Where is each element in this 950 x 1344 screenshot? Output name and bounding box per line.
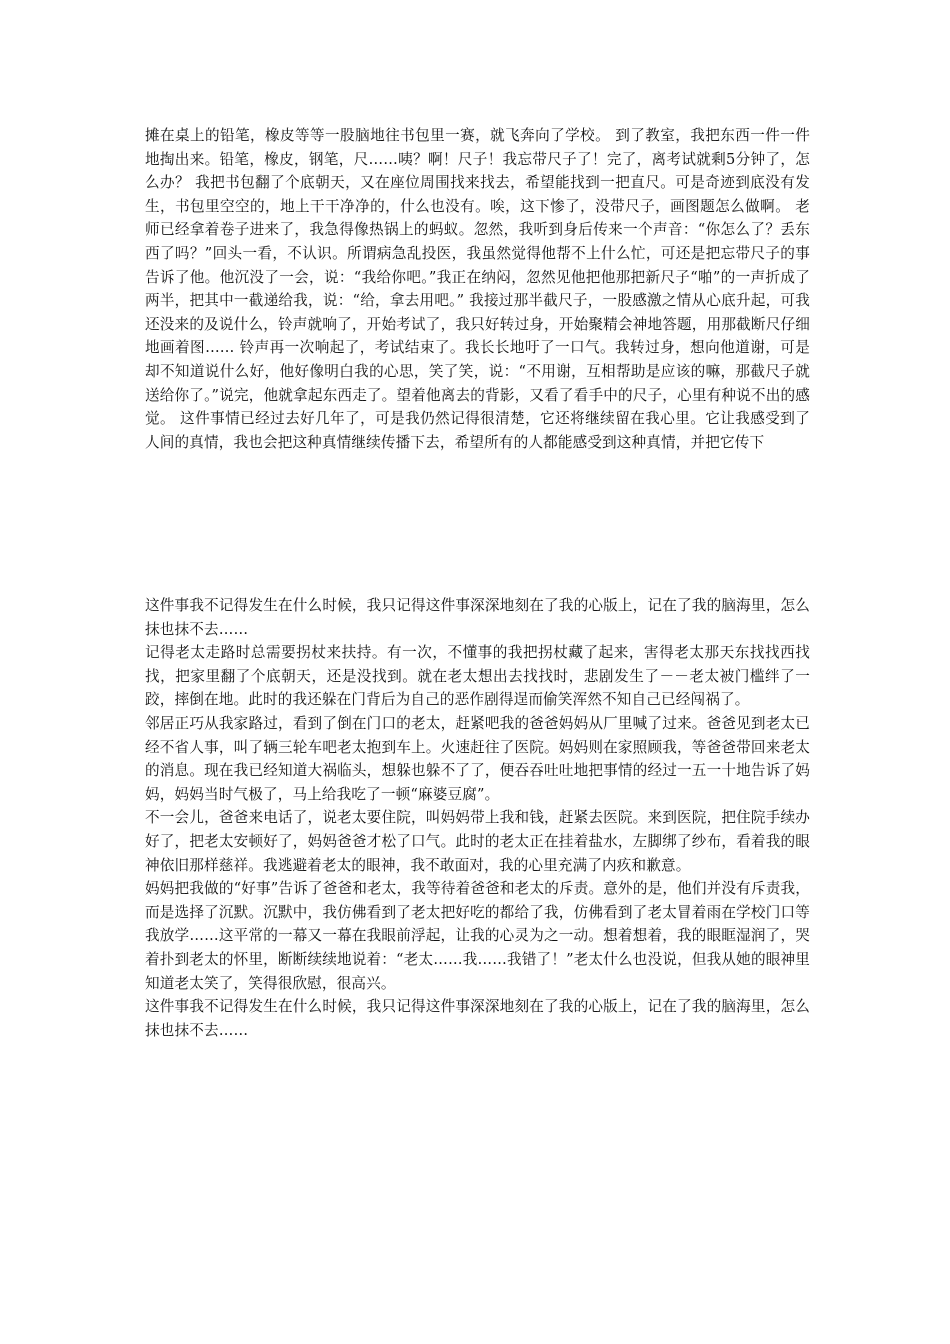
story-two-paragraph-5: 妈妈把我做的“好事”告诉了爸爸和老太，我等待着爸爸和老太的斥责。意外的是，他们并没有斥责我，而是选择了沉默。沉默中，我仿佛看到了老太把好吃的都给了我，仿佛看到了老太冒着雨在学校门口等我放学……这平常的一幕又一幕在我眼前浮起，让我的心灵为之一动。想着想着，我的眼眶湿润了，哭着扑到老太的怀里，断断续续地说着：“老太……我……我错了！”老太什么也没说，但我从她的眼神里知道老太笑了，笑得很欣慰，很高兴。 [145,880,810,992]
story-two-paragraph-4: 不一会儿，爸爸来电话了，说老太要住院，叫妈妈带上我和钱，赶紧去医院。来到医院，把住院手续办好了，把老太安顿好了，妈妈爸爸才松了口气。此时的老太正在挂着盐水，左脚绑了纱布，看着我的眼神依旧那样慈祥。我逃避着老太的眼神，我不敢面对，我的心里充满了内疚和歉意。 [145,809,810,874]
story-two-paragraph-3: 邻居正巧从我家路过，看到了倒在门口的老太，赶紧吧我的爸爸妈妈从厂里喊了过来。爸爸见到老太已经不省人事，叫了辆三轮车吧老太抱到车上。火速赶往了医院。妈妈则在家照顾我，等爸爸带回来老太的消息。现在我已经知道大祸临头，想躲也躲不了了，便吞吞吐吐地把事情的经过一五一十地告诉了妈妈，妈妈当时气极了，马上给我吃了一顿“麻婆豆腐”。 [145,714,810,803]
story-two [145,594,810,1042]
story-one [145,124,810,454]
story-two-paragraph-6: 这件事我不记得发生在什么时候，我只记得这件事深深地刻在了我的心版上，记在了我的脑海里，怎么抹也抹不去…… [145,998,810,1039]
story-two-paragraph-1: 这件事我不记得发生在什么时候，我只记得这件事深深地刻在了我的心版上，记在了我的脑海里，怎么抹也抹不去…… [145,597,810,638]
story-one-paragraph: 摊在桌上的铅笔，橡皮等等一股脑地往书包里一赛，就飞奔向了学校。 到了教室，我把东西一件一件地掏出来。铅笔，橡皮，钢笔，尺……咦？啊！尺子！我忘带尺子了！完了，离考试就剩5分钟了，怎么办？ 我把书包翻了个底朝天，又在座位周围找来找去，希望能找到一把直尺。可是奇迹到底没有发生，书包里空空的，地上干干净净的，什么也没有。唉，这下惨了，没带尺子，画图题怎么做啊。 老师已经拿着卷子进来了，我急得像热锅上的蚂蚁。忽然，我听到身后传来一个声音：“你怎么了？丢东西了吗？”回头一看，不认识。所谓病急乱投医，我虽然觉得他帮不上什么忙，可还是把忘带尺子的事告诉了他。他沉没了一会，说：“我给你吧。”我正在纳闷，忽然见他把他那把新尺子“啪”的一声折成了两半，把其中一截递给我，说：“给，拿去用吧。” 我接过那半截尺子，一股感激之情从心底升起，可我还没来的及说什么，铃声就响了，开始考试了，我只好转过身，开始聚精会神地答题，用那截断尺仔细地画着图…… 铃声再一次响起了，考试结束了。我长长地吁了一口气。我转过身，想向他道谢，可是却不知道说什么好，他好像明白我的心思，笑了笑，说：“不用谢，互相帮助是应该的嘛，那截尺子就送给你了。”说完，他就拿起东西走了。望着他离去的背影，又看了看手中的尺子，心里有种说不出的感觉。 这件事情已经过去好几年了，可是我仍然记得很清楚，它还将继续留在我心里。它让我感受到了人间的真情，我也会把这种真情继续传播下去，希望所有的人都能感受到这种真情，并把它传下 [145,127,810,451]
story-two-paragraph-2: 记得老太走路时总需要拐杖来扶持。有一次，不懂事的我把拐杖藏了起来，害得老太那天东找找西找找，把家里翻了个底朝天，还是没找到。就在老太想出去找找时，悲剧发生了－－老太被门槛绊了一跤，摔倒在地。此时的我还躲在门背后为自己的恶作剧得逞而偷笑浑然不知自己已经闯祸了。 [145,644,810,709]
